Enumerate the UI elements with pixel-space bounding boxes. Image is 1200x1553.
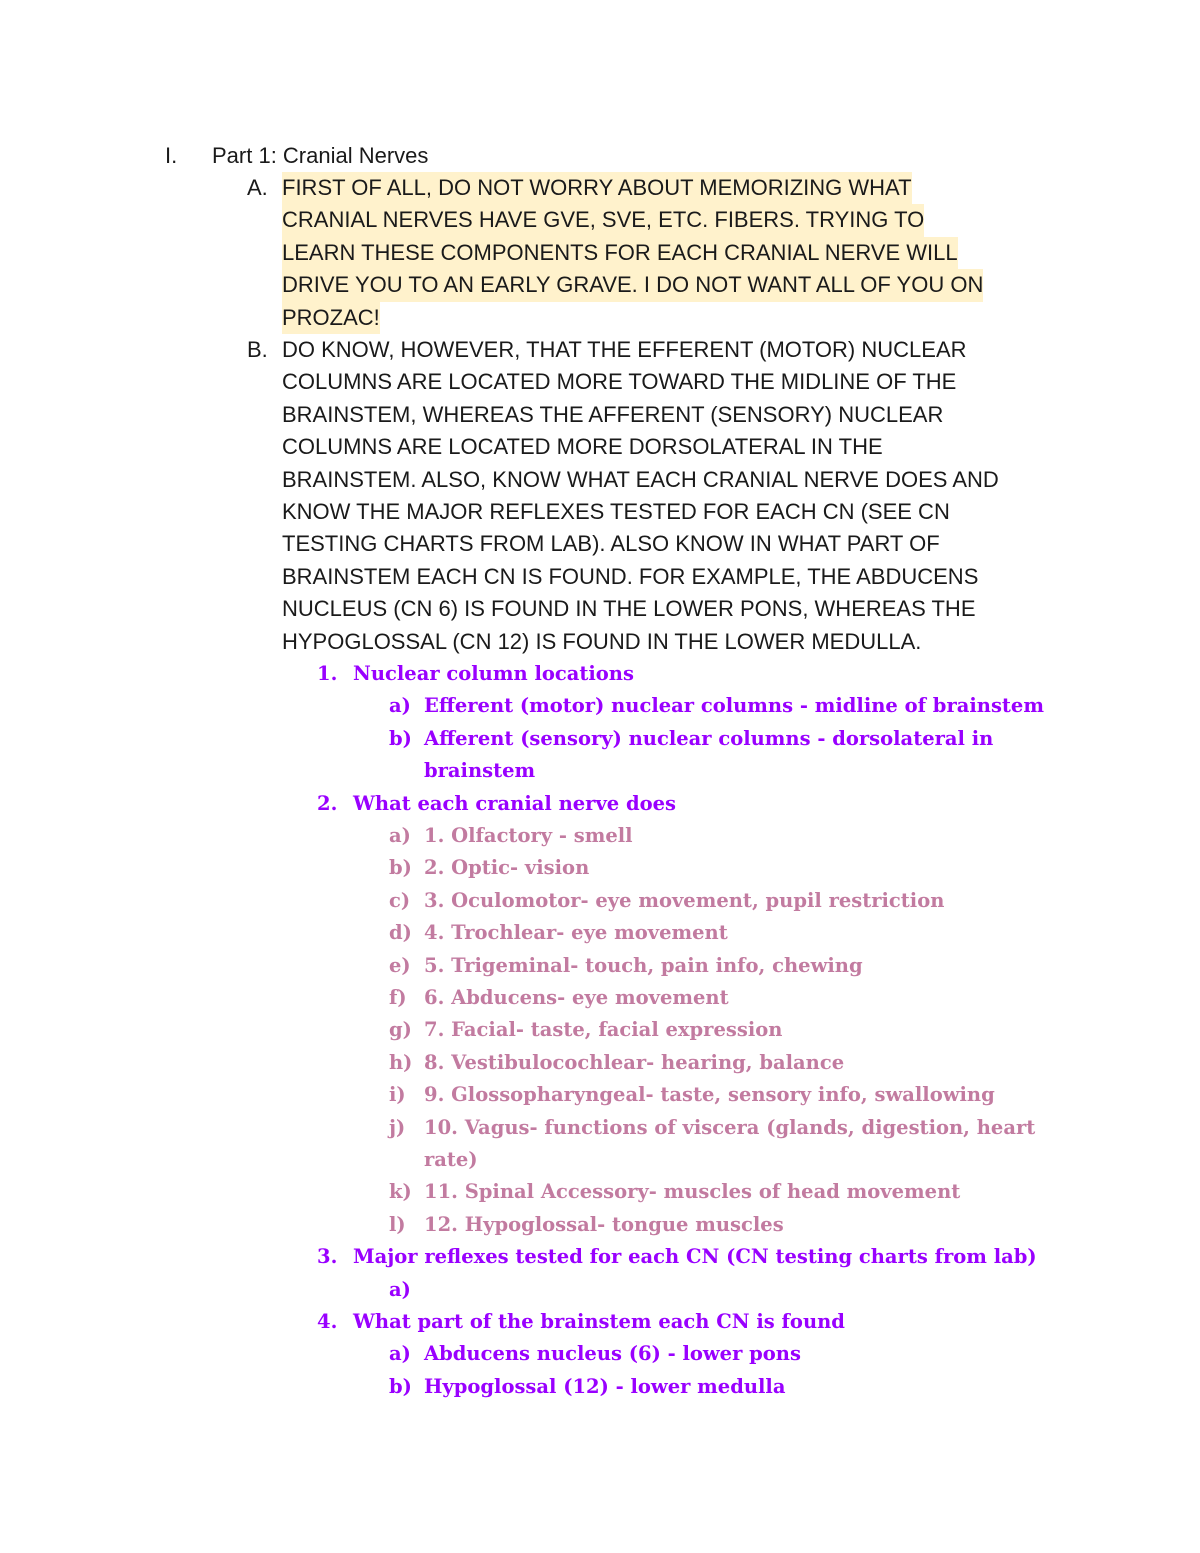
sublist-heading: What part of the brainstem each CN is found bbox=[353, 1310, 845, 1333]
item-b-line: TESTING CHARTS FROM LAB). ALSO KNOW IN WHAT PART OF bbox=[282, 531, 940, 557]
item-a-line: PROZAC! bbox=[282, 302, 380, 334]
sublist-item-text: 10. Vagus- functions of viscera (glands, digestion, heart bbox=[424, 1115, 1036, 1139]
sublist-letter: a) bbox=[389, 694, 411, 718]
sublist-item-text: 9. Glossopharyngeal- taste, sensory info, swallowing bbox=[424, 1083, 995, 1107]
sublist-item-text: 6. Abducens- eye movement bbox=[424, 986, 729, 1009]
sublist-letter: b) bbox=[389, 1374, 412, 1398]
sublist-letter: a) bbox=[389, 1342, 411, 1366]
sublist-item-text: 8. Vestibulocochlear- hearing, balance bbox=[424, 1050, 845, 1074]
item-a-line: FIRST OF ALL, DO NOT WORRY ABOUT MEMORIZING WHAT bbox=[282, 172, 912, 204]
sublist-number: 4. bbox=[317, 1310, 338, 1333]
sublist-number: 1. bbox=[317, 662, 338, 685]
sublist-item-text: 12. Hypoglossal- tongue muscles bbox=[424, 1212, 784, 1236]
sublist-item-text: 11. Spinal Accessory- muscles of head movement bbox=[424, 1180, 961, 1204]
item-b-line: COLUMNS ARE LOCATED MORE DORSOLATERAL IN THE bbox=[282, 434, 883, 460]
sublist-heading: Nuclear column locations bbox=[353, 662, 634, 685]
sublist-letter: e) bbox=[389, 953, 411, 977]
sublist-letter: j) bbox=[389, 1115, 406, 1139]
item-a-line: CRANIAL NERVES HAVE GVE, SVE, ETC. FIBERS. TRYING TO bbox=[282, 204, 924, 236]
sublist-letter: f) bbox=[389, 986, 407, 1009]
sublist-item-text: 2. Optic- vision bbox=[424, 856, 590, 880]
sublist-item-text: Efferent (motor) nuclear columns - midline of brainstem bbox=[424, 694, 1044, 718]
sublist-heading: What each cranial nerve does bbox=[353, 791, 676, 815]
sublist-letter: b) bbox=[389, 726, 412, 750]
item-b-line: NUCLEUS (CN 6) IS FOUND IN THE LOWER PONS, WHEREAS THE bbox=[282, 596, 976, 622]
section-title: Part 1: Cranial Nerves bbox=[212, 143, 429, 168]
sublist-item-text: 1. Olfactory - smell bbox=[424, 824, 633, 847]
sublist-letter: a) bbox=[389, 1277, 411, 1301]
sublist-item-text: 3. Oculomotor- eye movement, pupil restriction bbox=[424, 888, 945, 912]
sublist-item-text: Afferent (sensory) nuclear columns - dorsolateral in bbox=[424, 726, 994, 750]
item-b-line: BRAINSTEM. ALSO, KNOW WHAT EACH CRANIAL NERVE DOES AND bbox=[282, 466, 999, 492]
sublist-item-text: Hypoglossal (12) - lower medulla bbox=[424, 1374, 786, 1398]
item-b-line: DO KNOW, HOWEVER, THAT THE EFFERENT (MOTOR) NUCLEAR bbox=[282, 337, 967, 362]
sublist-number: 3. bbox=[317, 1245, 338, 1269]
sublist-letter: a) bbox=[389, 824, 411, 847]
sublist-letter: c) bbox=[389, 888, 411, 912]
sublist-letter: i) bbox=[389, 1083, 406, 1107]
item-b-line: COLUMNS ARE LOCATED MORE TOWARD THE MIDLINE OF THE bbox=[282, 369, 957, 395]
sublist-letter: k) bbox=[389, 1180, 412, 1204]
sublist-letter: h) bbox=[389, 1050, 413, 1074]
item-b-line: HYPOGLOSSAL (CN 12) IS FOUND IN THE LOWER MEDULLA. bbox=[282, 628, 922, 654]
sublist-item-text: 7. Facial- taste, facial expression bbox=[424, 1018, 783, 1042]
sublist-heading: Major reflexes tested for each CN (CN testing charts from lab) bbox=[353, 1245, 1037, 1269]
sublist-letter: l) bbox=[389, 1212, 406, 1236]
item-b-marker: B. bbox=[247, 337, 268, 362]
item-a-line: LEARN THESE COMPONENTS FOR EACH CRANIAL NERVE WILL bbox=[282, 237, 958, 269]
sublist-item-text: Abducens nucleus (6) - lower pons bbox=[424, 1342, 801, 1366]
sublist-number: 2. bbox=[317, 791, 338, 815]
sublist-item-text: rate) bbox=[424, 1148, 478, 1171]
sublist-item-text: brainstem bbox=[424, 759, 536, 783]
sublist-item-text: 4. Trochlear- eye movement bbox=[424, 921, 728, 945]
item-b-line: BRAINSTEM EACH CN IS FOUND. FOR EXAMPLE, THE ABDUCENS bbox=[282, 563, 979, 589]
sublist-letter: g) bbox=[389, 1018, 412, 1042]
section-marker: I. bbox=[165, 143, 178, 168]
item-a-line: DRIVE YOU TO AN EARLY GRAVE. I DO NOT WANT ALL OF YOU ON bbox=[282, 269, 983, 301]
sublist-item-text: 5. Trigeminal- touch, pain info, chewing bbox=[424, 953, 863, 977]
sublist-letter: d) bbox=[389, 921, 412, 945]
item-b-line: BRAINSTEM, WHEREAS THE AFFERENT (SENSORY) NUCLEAR bbox=[282, 401, 944, 427]
item-b-line: KNOW THE MAJOR REFLEXES TESTED FOR EACH CN (SEE CN bbox=[282, 499, 950, 524]
sublist-letter: b) bbox=[389, 856, 412, 880]
item-a-marker: A. bbox=[247, 175, 268, 200]
